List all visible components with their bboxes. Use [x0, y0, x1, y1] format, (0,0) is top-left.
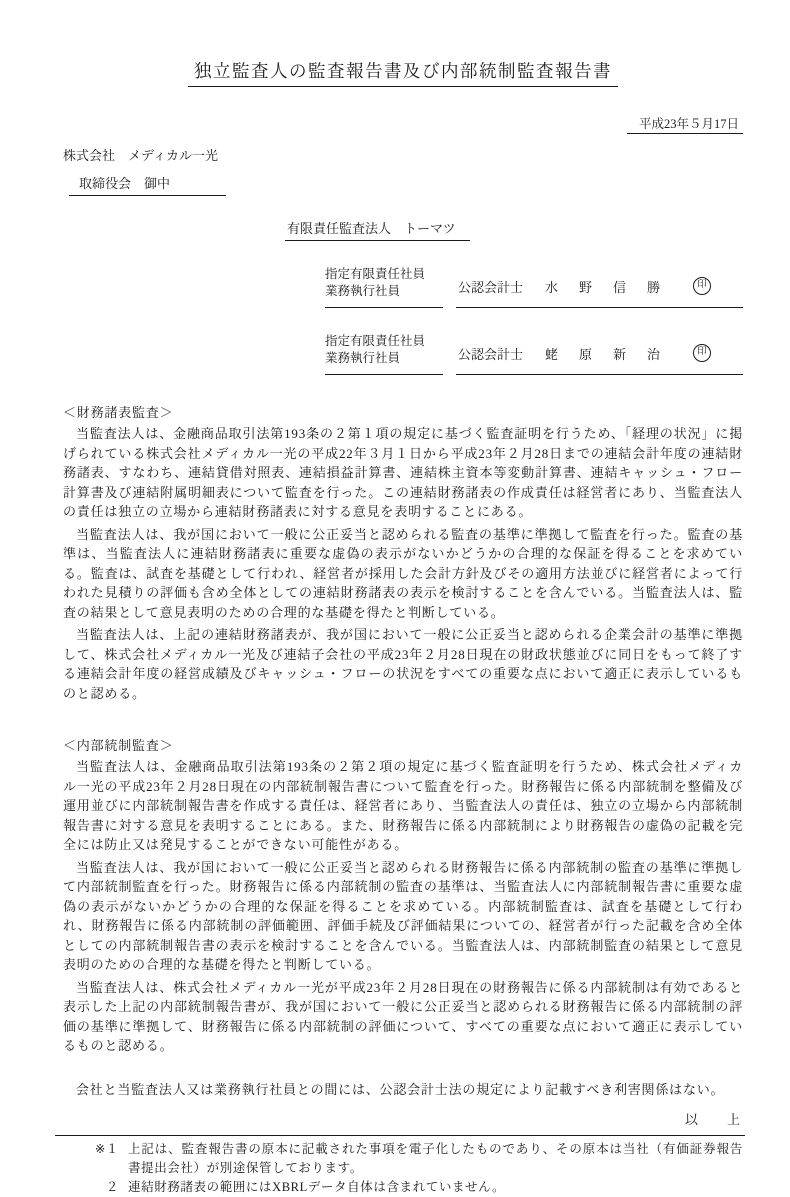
report-date: 平成23年５月17日: [627, 114, 743, 134]
footnotes: [63, 1140, 743, 1197]
footnote-marker: ２: [105, 1180, 119, 1194]
signatory-role-line1: 指定有限責任社員: [325, 334, 426, 348]
footnote-divider: [55, 1135, 745, 1136]
paragraph-ic-audit-3: 当監査法人は、株式会社メディカル一光が平成23年２月28日現在の財務報告に係る内部統制は有効であると表示した上記の内部統制報告書が、我が国において一般に公正妥当と認められる財務報告に係る内部統制の評価の基準に準拠して、財務報告に係る内部統制の評価について、すべての重要な点において適正に表示しているものと認める。: [63, 979, 743, 1053]
audit-firm-name: 有限責任監査法人 トーマツ: [285, 218, 470, 241]
footnote-2: [63, 1178, 743, 1197]
signatory-role-line1: 指定有限責任社員: [325, 267, 426, 281]
title-row: [63, 58, 743, 87]
seal-icon: 印: [693, 277, 711, 295]
seal-icon: 印: [693, 344, 711, 362]
footnote-marker: ※１: [94, 1142, 119, 1156]
signature-block-2: [325, 333, 743, 375]
paragraph-fs-audit-3: 当監査法人は、上記の連結財務諸表が、我が国において一般に公正妥当と認められる企業会計の基準に準拠して、株式会社メディカル一光及び連結子会社の平成23年２月28日現在の財政状態並びに同日をもって終了する連結会計年度の経営成績及びキャッシュ・フローの状況をすべての重要な点において適正に表示しているものと認める。: [63, 627, 743, 701]
date-row: [63, 114, 743, 134]
footnote-text: 連結財務諸表の範囲にはXBRLデータ自体は含まれていません。: [128, 1180, 506, 1194]
signatory-role: [325, 266, 443, 308]
signatory-qualification: 公認会計士: [458, 346, 524, 362]
paragraph-ic-audit-2: 当監査法人は、我が国において一般に公正妥当と認められる財務報告に係る内部統制の監査の基準に準拠して内部統制監査を行った。財務報告に係る内部統制の監査の基準は、当監査法人に内部統制報告書に重要な虚偽の表示がないかどうかの合理的な保証を得ることを求めている。内部統制監査は、試査を基礎として行われ、財務報告に係る内部統制の評価範囲、評価手続及び評価結果についての、経営者が行った記載を含め全体としての内部統制報告書の表示を検討することを含んでいる。当監査法人は、内部統制監査の結果として意見表明のための合理的な基礎を得たと判断している。: [63, 859, 743, 972]
paragraph-ic-audit-1: 当監査法人は、金融商品取引法第193条の２第２項の規定に基づく監査証明を行うため、株式会社メディカル一光の平成23年２月28日現在の内部統制報告書について監査を行った。財務報告に係る内部統制を整備及び運用並びに内部統制報告書を作成する責任は、経営者にあり、当監査法人の責任は、独立の立場から内部統制報告書に対する意見を表明することにある。また、財務報告に係る内部統制により財務報告の虚偽の記載を完全には防止又は発見することができない可能性がある。: [63, 759, 743, 852]
addressee-board: 取締役会 御中: [69, 173, 226, 196]
footnote-1: [63, 1140, 743, 1178]
signatory-name-line: [456, 333, 743, 375]
paragraph-fs-audit-2: 当監査法人は、我が国において一般に公正妥当と認められる監査の基準に準拠して監査を行った。監査の基準は、当監査法人に連結財務諸表に重要な虚偽の表示がないかどうかの合理的な保証を得ることを求めている。監査は、試査を基礎として行われ、経営者が採用した会計方針及びその適用方法並びに経営者によって行われた見積りの評価も含め全体としての連結財務諸表の表示を検討することを含んでいる。当監査法人は、監査の結果として意見表明のための合理的な基礎を得たと判断している。: [63, 526, 743, 620]
signature-block-1: [325, 266, 743, 308]
paragraph-fs-audit-1: 当監査法人は、金融商品取引法第193条の２第１項の規定に基づく監査証明を行うため、「経理の状況」に掲げられている株式会社メディカル一光の平成22年３月１日から平成23年２月28日までの連結会計年度の連結財務諸表、すなわち、連結貸借対照表、連結損益計算書、連結株主資本等変動計算書、連結キャッシュ・フロー計算書及び連結附属明細表について監査を行った。この連結財務諸表の作成責任は経営者にあり、当監査法人の責任は独立の立場から連結財務諸表に対する意見を表明することにある。: [63, 426, 743, 519]
addressee-company: 株式会社 メディカル一光: [63, 148, 218, 163]
signatory-role-line2: 業務執行社員: [325, 351, 401, 365]
page-title: 独立監査人の監査報告書及び内部統制監査報告書: [188, 58, 618, 87]
no-conflict-statement: 会社と当監査法人又は業務執行社員との間には、公認会計士法の規定により記載すべき利害関係はない。: [76, 1081, 725, 1097]
footnote-text: 上記は、監査報告書の原本に記載された事項を電子化したものであり、その原本は当社（有価証券報告書提出会社）が別途保管しております。: [128, 1142, 743, 1175]
signatory-name: 水 野 信 勝: [545, 279, 665, 295]
signatory-role-line2: 業務執行社員: [325, 284, 401, 298]
signatory-name: 蛯 原 新 治: [545, 346, 665, 362]
signatory-qualification: 公認会計士: [458, 279, 524, 295]
end-mark: 以 上: [684, 1112, 741, 1127]
section-heading-internal-control-audit: ＜内部統制監査＞: [63, 738, 174, 753]
addressee-board-row: [63, 173, 743, 196]
section-heading-financial-statements-audit: ＜財務諸表監査＞: [63, 405, 174, 420]
audit-firm-row: [285, 218, 743, 241]
signatory-role: [325, 333, 443, 375]
signatory-name-line: [456, 266, 743, 308]
